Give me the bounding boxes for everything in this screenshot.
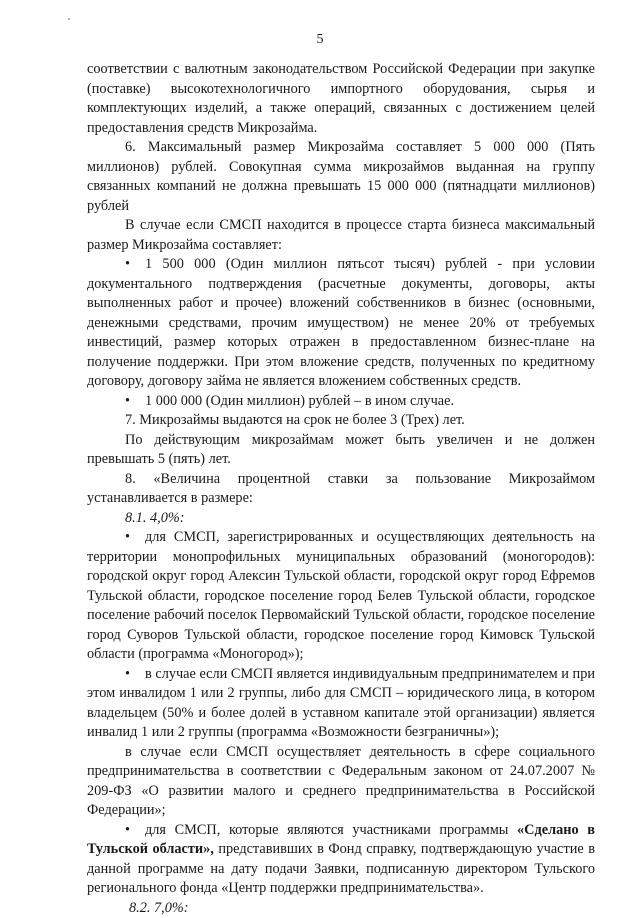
bullet-item-2	[87, 392, 595, 412]
bullet-text: в случае если СМСП является индивидуальным предпринимателем и при этом инвалидом 1 или 2 группы, либо для СМСП – юридического лица, в котором владельцем (50% и более долей в уставном капитале этой организации) является инвалид 1 или 2 группы (программа «Возможности безграничны»);	[87, 666, 595, 741]
paragraph-8: 8. «Величина процентной ставки за пользование Микрозаймом устанавливается в размере:	[87, 470, 595, 509]
bullet-icon: •	[87, 821, 145, 841]
paragraph-term: По действующим микрозаймам может быть увеличен и не должен превышать 5 (пять) лет.	[87, 431, 595, 470]
paragraph-social: в случае если СМСП осуществляет деятельность в сфере социального предпринимательства в соответствии с Федеральным законом от 24.07.2007 № 209-ФЗ «О развитии малого и среднего предпринимательства в Российской Федерации»;	[87, 743, 595, 821]
bullet-icon: •	[87, 255, 145, 275]
bullet-text-pre: для СМСП, которые являются участниками программы	[145, 822, 508, 838]
paragraph-6: 6. Максимальный размер Микрозайма составляет 5 000 000 (Пять миллионов) рублей. Совокупная сумма микрозаймов выданная на группу связанных компаний не должна превышать 15 000 000 (пятнадцати миллионов) рублей	[87, 138, 595, 216]
subsection-8-2-label: 8.2. 7,0%:	[129, 900, 189, 916]
bullet-icon: •	[87, 392, 145, 412]
bullet-item-5	[87, 821, 595, 899]
bullet-text: для СМСП, зарегистрированных и осуществляющих деятельность на территории монопрофильных муниципальных образований (моногородов): городской округ город Алексин Тульской области, городской округ город Ефремов Тульской области, городское поселение город Белев Тульской области, городское поселение рабочий поселок Первомайский Тульской области, городское поселение город Суворов Тульской области, городское поселение город Кимовск Тульской области (программа «Моногород»);	[87, 529, 595, 662]
page-number: 5	[0, 32, 640, 48]
subsection-8-1-label: 8.1. 4,0%:	[125, 510, 185, 526]
document-body	[87, 60, 595, 918]
bullet-text: 1 000 000 (Один миллион) рублей – в ином случае.	[145, 393, 454, 409]
bullet-icon: •	[87, 528, 145, 548]
bullet-icon: •	[87, 665, 145, 685]
subsection-8-2	[87, 899, 595, 918]
bullet-item-1	[87, 255, 595, 392]
paragraph-7: 7. Микрозаймы выдаются на срок не более 3 (Трех) лет.	[87, 411, 595, 431]
bullet-text: 1 500 000 (Один миллион пятьсот тысяч) рублей - при условии документального подтверждения (расчетные документы, договоры, акты выполненных работ и прочее) вложений собственников в бизнес (основными, денежными средствами, прочим имуществом) не менее 20% от требуемых инвестиций, размер которых отражен в предоставленном бизнес-плане на получение поддержки. При этом вложение средств, полученных по кредитному договору, договору займа не является вложением собственных средств.	[87, 256, 595, 389]
bullet-text-post: представивших в Фонд справку, подтверждающую участие в данной программе на дату подачи Заявки, подписанную директором Тульского регионального фонда «Центр поддержки предпринимательства».	[87, 841, 595, 896]
subsection-8-1	[87, 509, 595, 529]
bullet-item-3	[87, 528, 595, 665]
bullet-item-4	[87, 665, 595, 743]
program-name: «Сделано в Тульской области»,	[87, 822, 595, 858]
paragraph-startup: В случае если СМСП находится в процессе старта бизнеса максимальный размер Микрозайма составляет:	[87, 216, 595, 255]
paragraph-continuation: соответствии с валютным законодательством Российской Федерации при закупке (поставке) высокотехнологичного импортного оборудования, сырья и комплектующих изделий, а также операций, связанных с достижением целей предоставления средств Микрозайма.	[87, 60, 595, 138]
scan-speck	[68, 18, 70, 20]
